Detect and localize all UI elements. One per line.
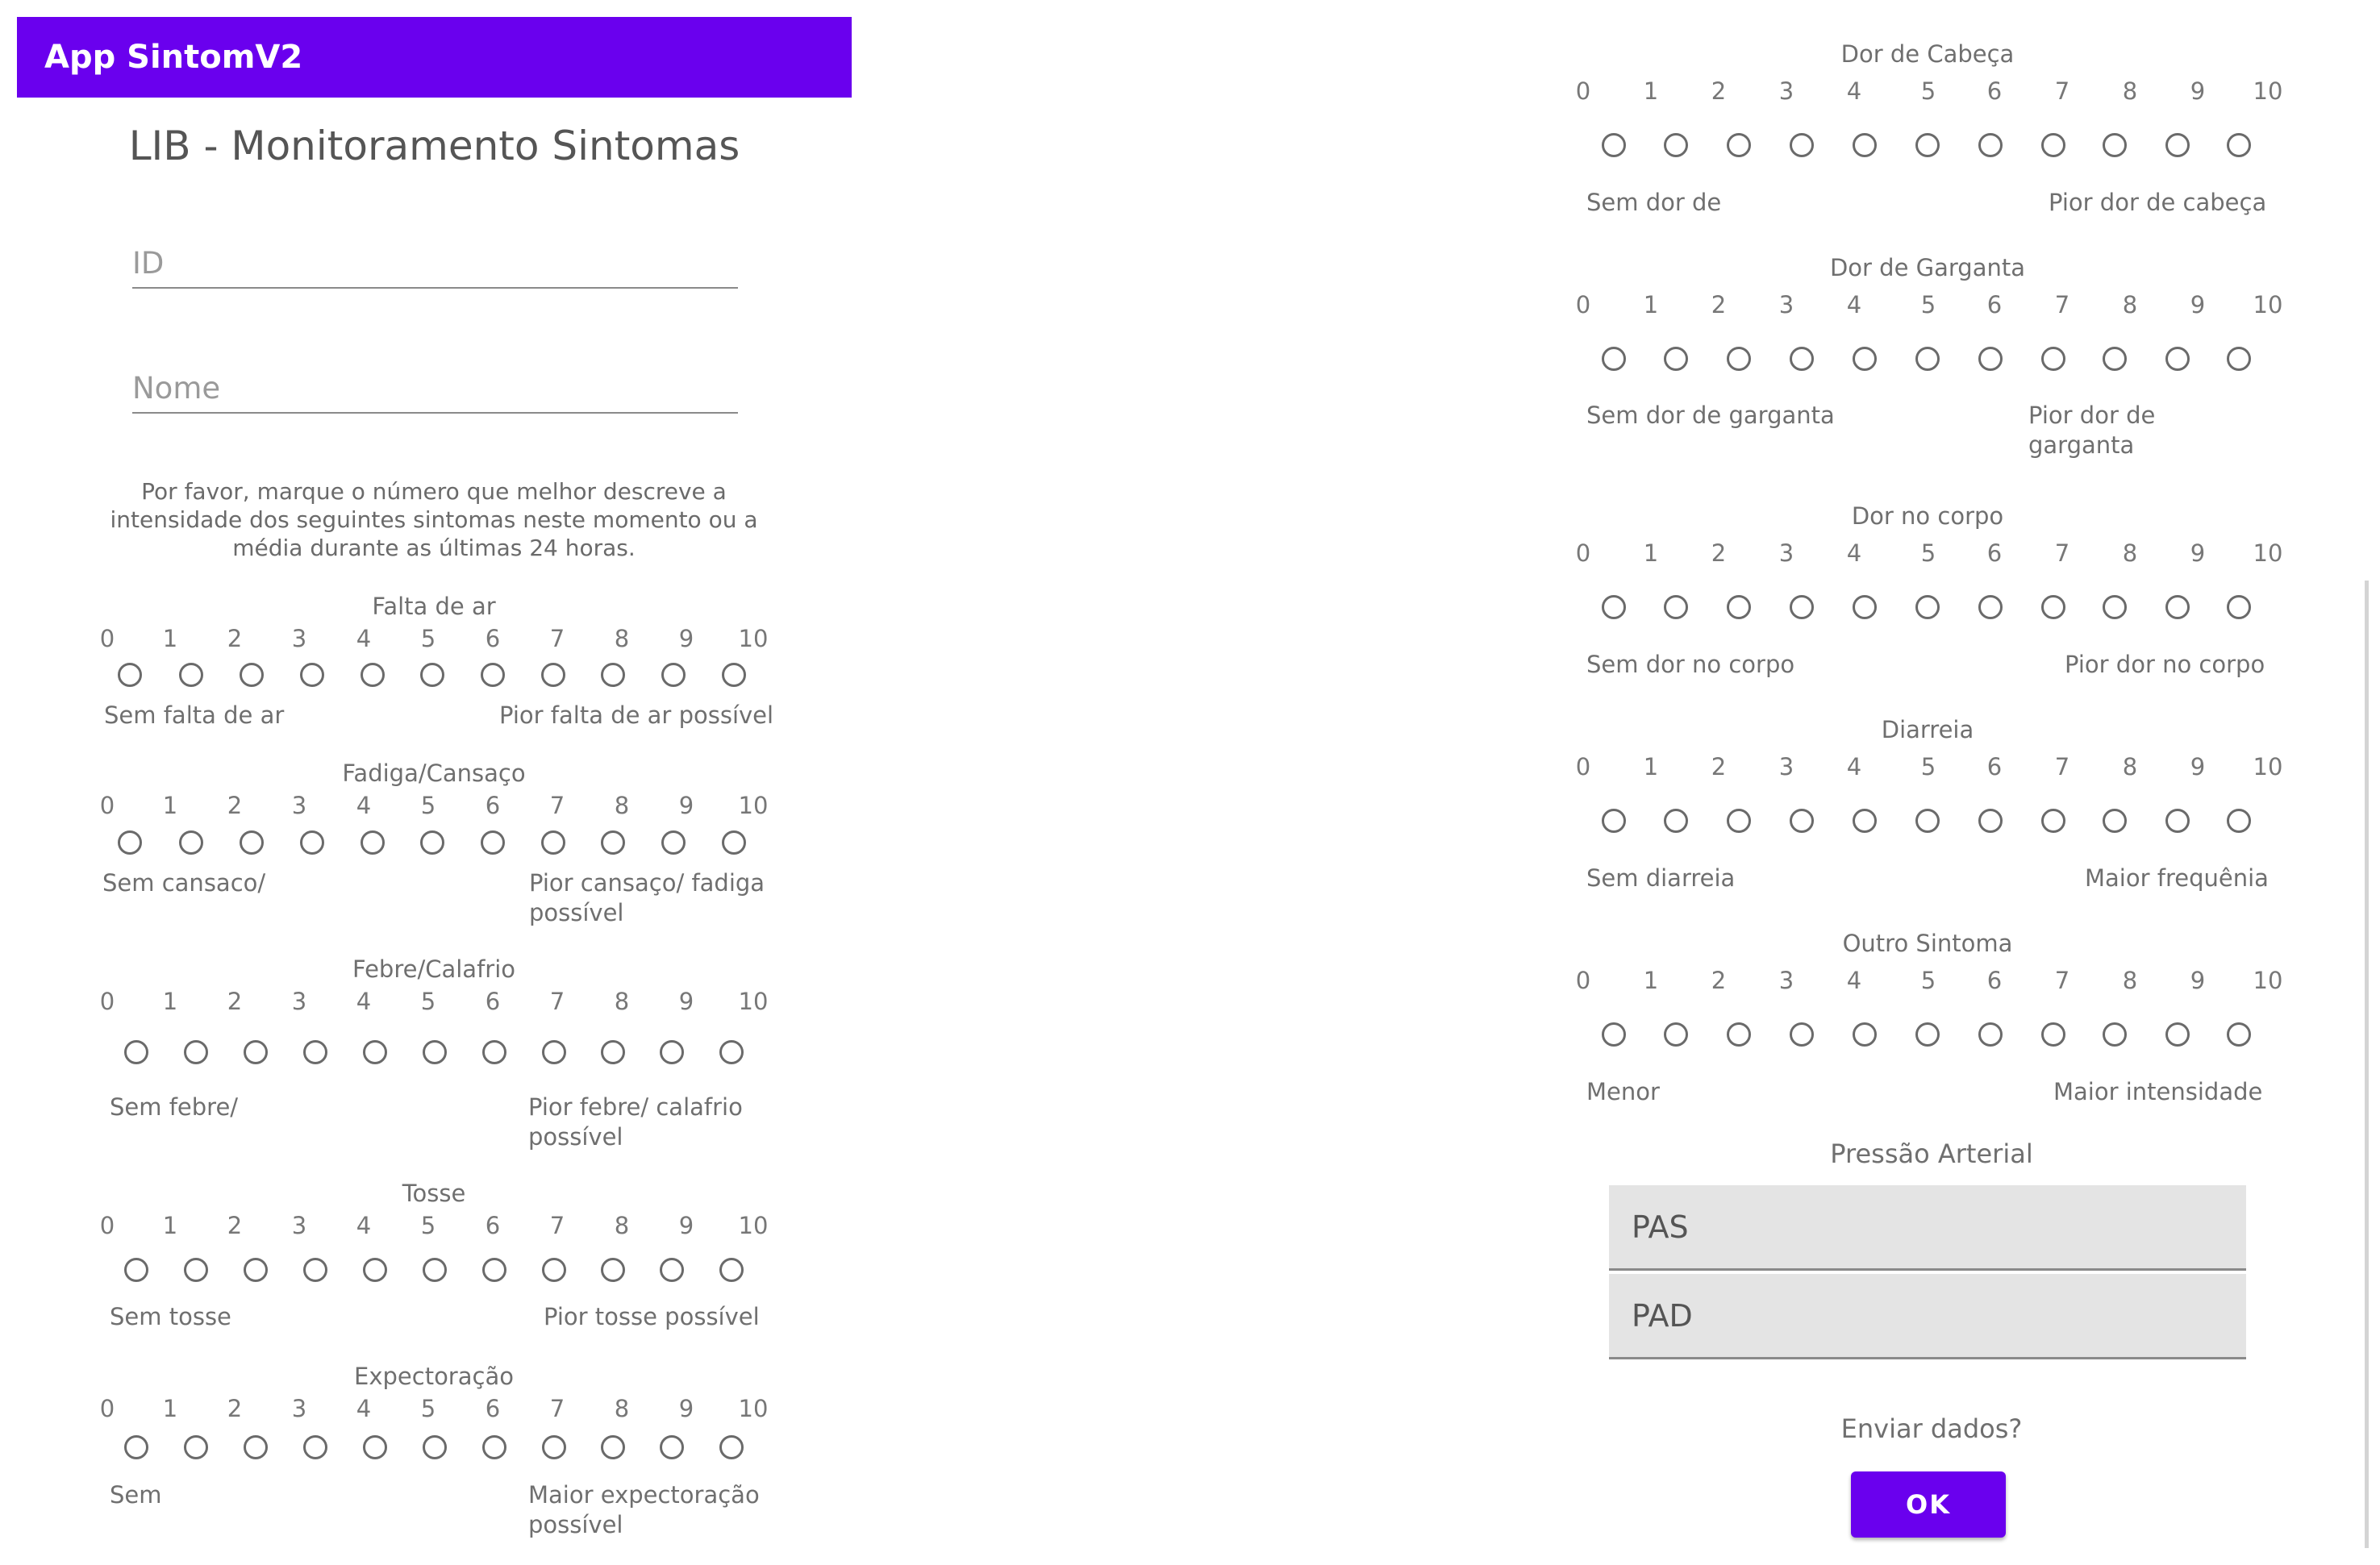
pas-field[interactable] xyxy=(1609,1185,2246,1271)
scale-number: 4 xyxy=(356,988,372,1015)
dor-no-corpo-radio-9[interactable] xyxy=(2165,595,2190,619)
scale-number: 7 xyxy=(549,792,565,819)
scale-max-label: Pior dor de garganta xyxy=(2028,402,2156,459)
scale-max-label: Pior dor no corpo xyxy=(2065,651,2265,678)
dor-no-corpo-radio-8[interactable] xyxy=(2103,595,2127,619)
outro-sintoma-radio-6[interactable] xyxy=(1978,1022,2003,1047)
febre-calafrio-radio-1[interactable] xyxy=(184,1040,208,1064)
diarreia-radio-6[interactable] xyxy=(1978,809,2003,833)
diarreia-radio-2[interactable] xyxy=(1727,809,1751,833)
diarreia-radio-9[interactable] xyxy=(2165,809,2190,833)
scale-min-label: Sem dor de garganta xyxy=(1586,402,1835,429)
scale-number: 2 xyxy=(1711,291,1727,318)
scale-tosse xyxy=(97,1180,771,1341)
fadiga-cansaco-radio-4[interactable] xyxy=(361,830,385,855)
dor-de-cabeca-radio-8[interactable] xyxy=(2103,133,2127,157)
scale-number: 9 xyxy=(2190,77,2206,105)
diarreia-radio-8[interactable] xyxy=(2103,809,2127,833)
scale-title: Dor no corpo xyxy=(1851,502,2004,530)
outro-sintoma-radio-9[interactable] xyxy=(2165,1022,2190,1047)
expectoracao-radio-3[interactable] xyxy=(303,1435,327,1459)
fadiga-cansaco-radio-10[interactable] xyxy=(722,830,746,855)
scale-number: 1 xyxy=(162,625,178,652)
falta-de-ar-radio-8[interactable] xyxy=(601,663,625,687)
dor-no-corpo-radio-7[interactable] xyxy=(2041,595,2065,619)
expectoracao-radio-10[interactable] xyxy=(719,1435,744,1459)
scale-number: 6 xyxy=(485,1212,501,1239)
dor-de-garganta-radio-6[interactable] xyxy=(1978,347,2003,371)
scale-number: 7 xyxy=(549,625,565,652)
scale-number: 1 xyxy=(162,1395,178,1422)
febre-calafrio-radio-4[interactable] xyxy=(363,1040,387,1064)
scale-number: 10 xyxy=(738,988,769,1015)
scale-title: Fadiga/Cansaço xyxy=(342,760,526,787)
scale-number: 10 xyxy=(738,1212,769,1239)
dor-de-garganta-radio-1[interactable] xyxy=(1664,347,1688,371)
scale-min-label: Sem dor no corpo xyxy=(1586,651,1795,678)
scale-number: 0 xyxy=(1575,539,1591,567)
fadiga-cansaco-radio-9[interactable] xyxy=(661,830,686,855)
scale-max-label: Pior dor de cabeça xyxy=(2049,189,2267,216)
tosse-radio-0[interactable] xyxy=(124,1258,148,1282)
scale-max-label: Maior expectoração possível xyxy=(528,1481,760,1538)
scale-number: 0 xyxy=(1575,77,1591,105)
scale-title: Tosse xyxy=(402,1180,466,1207)
scale-number: 6 xyxy=(1986,753,2003,780)
dor-no-corpo-radio-1[interactable] xyxy=(1664,595,1688,619)
scale-min-label: Sem falta de ar xyxy=(104,701,285,729)
outro-sintoma-radio-4[interactable] xyxy=(1853,1022,1877,1047)
dor-no-corpo-radio-6[interactable] xyxy=(1978,595,2003,619)
falta-de-ar-radio-3[interactable] xyxy=(300,663,324,687)
outro-sintoma-radio-8[interactable] xyxy=(2103,1022,2127,1047)
scale-number: 7 xyxy=(549,988,565,1015)
scale-number: 4 xyxy=(1846,539,1862,567)
diarreia-radio-3[interactable] xyxy=(1790,809,1814,833)
scale-number: 10 xyxy=(738,1395,769,1422)
scale-number: 5 xyxy=(1920,291,1936,318)
scale-number: 3 xyxy=(291,1212,307,1239)
dor-de-cabeca-radio-9[interactable] xyxy=(2165,133,2190,157)
febre-calafrio-radio-3[interactable] xyxy=(303,1040,327,1064)
name-field[interactable] xyxy=(132,364,738,414)
scale-title: Falta de ar xyxy=(372,593,496,620)
scale-number: 8 xyxy=(2122,967,2138,994)
dor-de-garganta-radio-9[interactable] xyxy=(2165,347,2190,371)
febre-calafrio-radio-8[interactable] xyxy=(601,1040,625,1064)
scale-number: 1 xyxy=(1643,967,1659,994)
scale-number: 4 xyxy=(1846,967,1862,994)
scale-number: 10 xyxy=(738,792,769,819)
scale-number: 2 xyxy=(227,1395,243,1422)
dor-de-garganta-radio-10[interactable] xyxy=(2227,347,2251,371)
falta-de-ar-radio-10[interactable] xyxy=(722,663,746,687)
febre-calafrio-radio-5[interactable] xyxy=(423,1040,447,1064)
scale-number: 9 xyxy=(678,1212,694,1239)
id-field[interactable] xyxy=(132,239,738,289)
scale-number: 8 xyxy=(2122,291,2138,318)
expectoracao-radio-1[interactable] xyxy=(184,1435,208,1459)
tosse-radio-10[interactable] xyxy=(719,1258,744,1282)
diarreia-radio-1[interactable] xyxy=(1664,809,1688,833)
outro-sintoma-radio-7[interactable] xyxy=(2041,1022,2065,1047)
scale-number: 8 xyxy=(614,792,630,819)
scale-number: 6 xyxy=(485,625,501,652)
dor-de-cabeca-radio-7[interactable] xyxy=(2041,133,2065,157)
expectoracao-radio-7[interactable] xyxy=(542,1435,566,1459)
scale-number: 2 xyxy=(1711,967,1727,994)
scale-min-label: Menor xyxy=(1586,1078,1660,1105)
fadiga-cansaco-radio-5[interactable] xyxy=(420,830,444,855)
dor-de-garganta-radio-3[interactable] xyxy=(1790,347,1814,371)
expectoracao-radio-6[interactable] xyxy=(482,1435,506,1459)
falta-de-ar-radio-7[interactable] xyxy=(541,663,565,687)
diarreia-radio-0[interactable] xyxy=(1602,809,1626,833)
scale-number: 0 xyxy=(99,988,115,1015)
scale-number: 6 xyxy=(485,792,501,819)
scale-fadiga-cansaco xyxy=(97,760,771,929)
scale-number: 2 xyxy=(227,792,243,819)
scale-min-label: Sem dor de xyxy=(1586,189,1722,216)
scale-number: 3 xyxy=(291,988,307,1015)
outro-sintoma-radio-10[interactable] xyxy=(2227,1022,2251,1047)
outro-sintoma-radio-2[interactable] xyxy=(1727,1022,1751,1047)
dor-de-garganta-radio-4[interactable] xyxy=(1853,347,1877,371)
scale-number: 7 xyxy=(549,1395,565,1422)
dor-de-cabeca-radio-5[interactable] xyxy=(1915,133,1940,157)
fadiga-cansaco-radio-0[interactable] xyxy=(118,830,142,855)
dor-de-cabeca-radio-2[interactable] xyxy=(1727,133,1751,157)
instructions-text: Por favor, marque o número que melhor descreve a intensidade dos seguintes sintomas neste momento ou a média durante as últimas 24 horas. xyxy=(110,478,758,561)
diarreia-radio-5[interactable] xyxy=(1915,809,1940,833)
scale-number: 5 xyxy=(1920,77,1936,105)
fadiga-cansaco-radio-8[interactable] xyxy=(601,830,625,855)
febre-calafrio-radio-9[interactable] xyxy=(660,1040,684,1064)
scale-number: 7 xyxy=(2054,539,2070,567)
scale-title: Dor de Cabeça xyxy=(1840,40,2015,68)
expectoracao-radio-5[interactable] xyxy=(423,1435,447,1459)
scale-number: 0 xyxy=(1575,753,1591,780)
expectoracao-radio-4[interactable] xyxy=(363,1435,387,1459)
dor-de-cabeca-radio-4[interactable] xyxy=(1853,133,1877,157)
scale-dor-de-cabeca xyxy=(1573,40,2282,234)
scale-number: 6 xyxy=(1986,967,2003,994)
scale-falta-de-ar xyxy=(97,593,774,738)
falta-de-ar-radio-2[interactable] xyxy=(240,663,264,687)
dor-de-cabeca-radio-0[interactable] xyxy=(1602,133,1626,157)
scale-number: 4 xyxy=(1846,77,1862,105)
scale-number: 0 xyxy=(99,792,115,819)
scale-number: 10 xyxy=(2253,753,2283,780)
dor-no-corpo-radio-0[interactable] xyxy=(1602,595,1626,619)
scale-number: 1 xyxy=(162,1212,178,1239)
scale-number: 10 xyxy=(738,625,769,652)
scrollbar[interactable] xyxy=(2365,581,2369,1548)
scale-max-label: Maior frequênia xyxy=(2085,864,2269,892)
outro-sintoma-radio-5[interactable] xyxy=(1915,1022,1940,1047)
scale-number: 1 xyxy=(1643,539,1659,567)
dor-de-garganta-radio-7[interactable] xyxy=(2041,347,2065,371)
scale-number: 0 xyxy=(1575,967,1591,994)
scale-number: 3 xyxy=(291,792,307,819)
tosse-radio-6[interactable] xyxy=(482,1258,506,1282)
scale-number: 3 xyxy=(1778,967,1794,994)
scale-min-label: Sem diarreia xyxy=(1586,864,1736,892)
febre-calafrio-radio-0[interactable] xyxy=(124,1040,148,1064)
ok-button[interactable]: OK xyxy=(1851,1471,2006,1538)
tosse-radio-3[interactable] xyxy=(303,1258,327,1282)
scale-number: 4 xyxy=(356,792,372,819)
scale-number: 3 xyxy=(1778,753,1794,780)
fadiga-cansaco-radio-3[interactable] xyxy=(300,830,324,855)
scale-diarreia xyxy=(1573,716,2282,909)
scale-number: 2 xyxy=(1711,753,1727,780)
febre-calafrio-radio-7[interactable] xyxy=(542,1040,566,1064)
falta-de-ar-radio-6[interactable] xyxy=(481,663,505,687)
dor-de-garganta-radio-2[interactable] xyxy=(1727,347,1751,371)
dor-de-cabeca-radio-6[interactable] xyxy=(1978,133,2003,157)
app-bar xyxy=(17,17,852,98)
expectoracao-radio-8[interactable] xyxy=(601,1435,625,1459)
scale-number: 4 xyxy=(356,1212,372,1239)
falta-de-ar-radio-9[interactable] xyxy=(661,663,686,687)
falta-de-ar-radio-4[interactable] xyxy=(361,663,385,687)
scale-number: 3 xyxy=(1778,539,1794,567)
scale-number: 0 xyxy=(99,625,115,652)
scale-number: 8 xyxy=(2122,539,2138,567)
scale-number: 8 xyxy=(614,1395,630,1422)
scale-number: 4 xyxy=(356,625,372,652)
diarreia-radio-4[interactable] xyxy=(1853,809,1877,833)
scale-number: 5 xyxy=(1920,753,1936,780)
scale-title: Febre/Calafrio xyxy=(352,955,516,983)
scale-number: 5 xyxy=(420,1395,436,1422)
scale-number: 10 xyxy=(2253,291,2283,318)
scale-min-label: Sem cansaco/ xyxy=(102,869,266,897)
tosse-radio-7[interactable] xyxy=(542,1258,566,1282)
scale-number: 5 xyxy=(420,1212,436,1239)
fadiga-cansaco-radio-2[interactable] xyxy=(240,830,264,855)
scale-max-label: Pior falta de ar possível xyxy=(499,701,774,729)
falta-de-ar-radio-1[interactable] xyxy=(179,663,203,687)
fadiga-cansaco-radio-1[interactable] xyxy=(179,830,203,855)
falta-de-ar-radio-0[interactable] xyxy=(118,663,142,687)
page-title: LIB - Monitoramento Sintomas xyxy=(128,123,740,169)
scale-number: 8 xyxy=(2122,753,2138,780)
dor-no-corpo-radio-5[interactable] xyxy=(1915,595,1940,619)
scale-number: 7 xyxy=(2054,753,2070,780)
scale-number: 10 xyxy=(2253,967,2283,994)
scale-number: 5 xyxy=(420,792,436,819)
scale-number: 9 xyxy=(2190,291,2206,318)
scale-number: 9 xyxy=(678,792,694,819)
scale-title: Outro Sintoma xyxy=(1842,930,2013,957)
app-title: App SintomV2 xyxy=(44,39,303,76)
scale-expectoracao xyxy=(97,1363,771,1556)
scale-number: 9 xyxy=(678,1395,694,1422)
outro-sintoma-radio-1[interactable] xyxy=(1664,1022,1688,1047)
scale-max-label: Pior tosse possível xyxy=(544,1303,760,1330)
scale-number: 6 xyxy=(485,988,501,1015)
scale-number: 1 xyxy=(1643,77,1659,105)
scale-number: 10 xyxy=(2253,539,2283,567)
scale-number: 3 xyxy=(1778,77,1794,105)
fadiga-cansaco-radio-6[interactable] xyxy=(481,830,505,855)
scale-max-label: Pior cansaço/ fadiga possível xyxy=(529,869,765,926)
dor-no-corpo-radio-4[interactable] xyxy=(1853,595,1877,619)
dor-de-cabeca-radio-10[interactable] xyxy=(2227,133,2251,157)
scale-number: 5 xyxy=(1920,539,1936,567)
tosse-radio-1[interactable] xyxy=(184,1258,208,1282)
dor-de-garganta-radio-8[interactable] xyxy=(2103,347,2127,371)
scale-title: Dor de Garganta xyxy=(1829,254,2026,281)
dor-no-corpo-radio-10[interactable] xyxy=(2227,595,2251,619)
scale-number: 6 xyxy=(485,1395,501,1422)
scale-dor-de-garganta xyxy=(1573,254,2282,472)
scale-number: 1 xyxy=(162,988,178,1015)
scale-number: 6 xyxy=(1986,291,2003,318)
scale-number: 2 xyxy=(227,625,243,652)
scale-max-label: Pior febre/ calafrio possível xyxy=(528,1093,743,1151)
scale-outro-sintoma xyxy=(1573,930,2282,1123)
scale-number: 9 xyxy=(2190,753,2206,780)
scale-min-label: Sem xyxy=(110,1481,162,1509)
falta-de-ar-radio-5[interactable] xyxy=(420,663,444,687)
scale-number: 9 xyxy=(2190,539,2206,567)
scale-number: 1 xyxy=(1643,291,1659,318)
scale-title: Expectoração xyxy=(354,1363,514,1390)
scale-min-label: Sem tosse xyxy=(110,1303,231,1330)
scale-number: 2 xyxy=(227,988,243,1015)
scale-number: 5 xyxy=(1920,967,1936,994)
tosse-radio-5[interactable] xyxy=(423,1258,447,1282)
scale-number: 2 xyxy=(227,1212,243,1239)
scale-number: 7 xyxy=(2054,291,2070,318)
scale-number: 8 xyxy=(614,1212,630,1239)
scale-number: 6 xyxy=(1986,77,2003,105)
tosse-radio-4[interactable] xyxy=(363,1258,387,1282)
expectoracao-radio-2[interactable] xyxy=(244,1435,268,1459)
fadiga-cansaco-radio-7[interactable] xyxy=(541,830,565,855)
scale-number: 7 xyxy=(2054,967,2070,994)
scale-number: 7 xyxy=(549,1212,565,1239)
scale-number: 3 xyxy=(291,1395,307,1422)
diarreia-radio-10[interactable] xyxy=(2227,809,2251,833)
scale-max-label: Maior intensidade xyxy=(2053,1078,2263,1105)
scale-min-label: Sem febre/ xyxy=(110,1093,239,1121)
scale-dor-no-corpo xyxy=(1573,502,2282,696)
scale-number: 9 xyxy=(678,625,694,652)
blood-pressure-title: Pressão Arterial xyxy=(1830,1138,2033,1169)
scale-number: 9 xyxy=(2190,967,2206,994)
scale-number: 1 xyxy=(162,792,178,819)
febre-calafrio-radio-2[interactable] xyxy=(244,1040,268,1064)
expectoracao-radio-0[interactable] xyxy=(124,1435,148,1459)
scale-number: 5 xyxy=(420,625,436,652)
outro-sintoma-radio-3[interactable] xyxy=(1790,1022,1814,1047)
scale-number: 9 xyxy=(678,988,694,1015)
scale-number: 8 xyxy=(614,625,630,652)
scale-number: 10 xyxy=(2253,77,2283,105)
scale-number: 0 xyxy=(99,1212,115,1239)
scale-number: 4 xyxy=(356,1395,372,1422)
send-data-question: Enviar dados? xyxy=(1840,1413,2023,1444)
scale-number: 0 xyxy=(1575,291,1591,318)
expectoracao-radio-9[interactable] xyxy=(660,1435,684,1459)
dor-no-corpo-radio-2[interactable] xyxy=(1727,595,1751,619)
dor-de-cabeca-radio-1[interactable] xyxy=(1664,133,1688,157)
scale-febre-calafrio xyxy=(97,955,771,1149)
scale-number: 0 xyxy=(99,1395,115,1422)
dor-de-garganta-radio-5[interactable] xyxy=(1915,347,1940,371)
dor-de-garganta-radio-0[interactable] xyxy=(1602,347,1626,371)
scale-number: 4 xyxy=(1846,753,1862,780)
tosse-radio-2[interactable] xyxy=(244,1258,268,1282)
diarreia-radio-7[interactable] xyxy=(2041,809,2065,833)
outro-sintoma-radio-0[interactable] xyxy=(1602,1022,1626,1047)
scale-number: 7 xyxy=(2054,77,2070,105)
scale-number: 3 xyxy=(1778,291,1794,318)
tosse-radio-9[interactable] xyxy=(660,1258,684,1282)
febre-calafrio-radio-10[interactable] xyxy=(719,1040,744,1064)
scale-number: 2 xyxy=(1711,539,1727,567)
scale-number: 2 xyxy=(1711,77,1727,105)
febre-calafrio-radio-6[interactable] xyxy=(482,1040,506,1064)
scale-number: 3 xyxy=(291,625,307,652)
dor-de-cabeca-radio-3[interactable] xyxy=(1790,133,1814,157)
scale-number: 1 xyxy=(1643,753,1659,780)
dor-no-corpo-radio-3[interactable] xyxy=(1790,595,1814,619)
scale-title: Diarreia xyxy=(1881,716,1974,743)
tosse-radio-8[interactable] xyxy=(601,1258,625,1282)
scale-number: 8 xyxy=(614,988,630,1015)
scale-number: 6 xyxy=(1986,539,2003,567)
scale-number: 4 xyxy=(1846,291,1862,318)
scale-number: 8 xyxy=(2122,77,2138,105)
pad-field[interactable] xyxy=(1609,1274,2246,1359)
scale-number: 5 xyxy=(420,988,436,1015)
